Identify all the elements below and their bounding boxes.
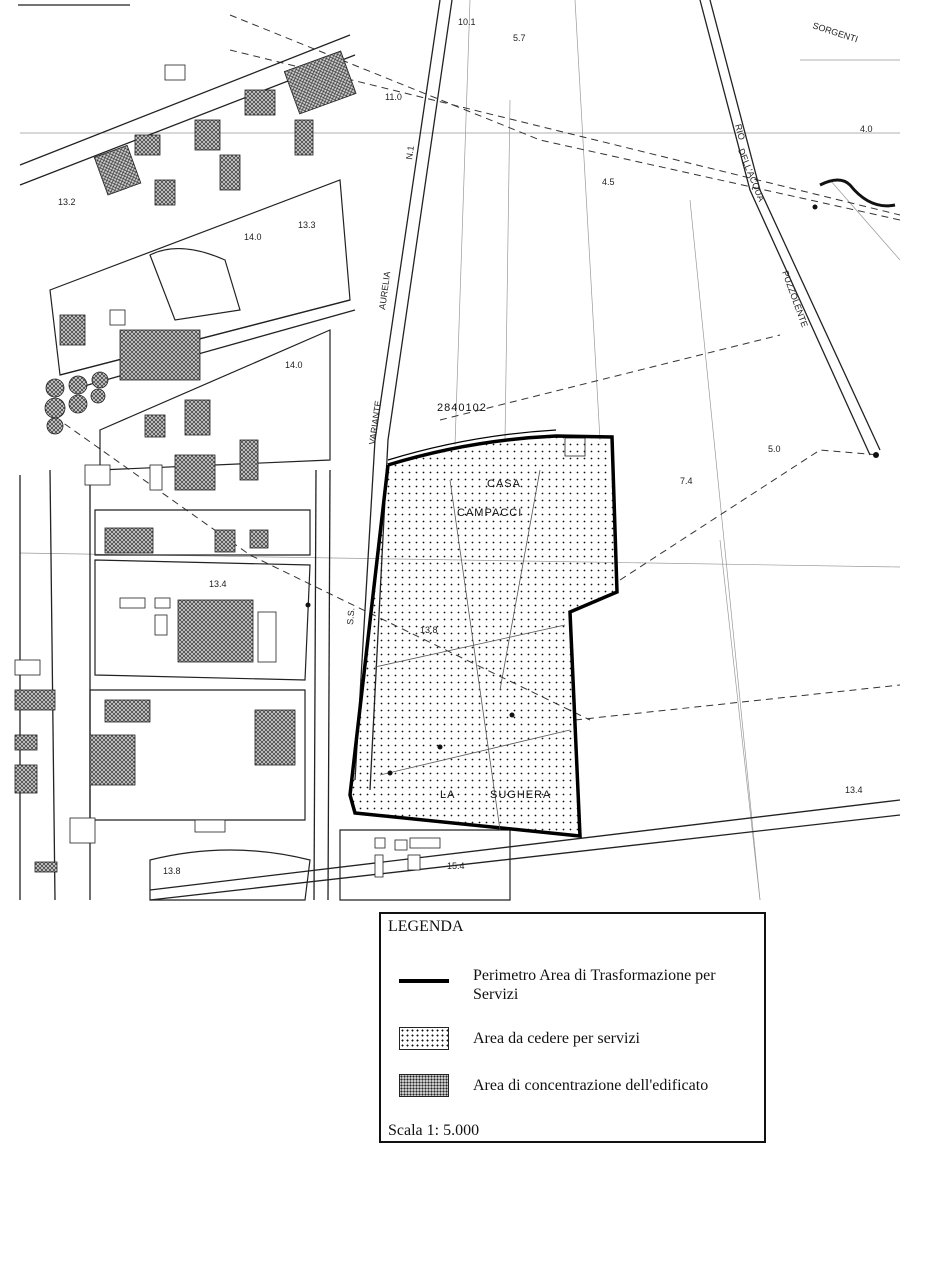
legend-item-label: Area da cedere per servizi — [473, 1030, 640, 1047]
elevation-label: 4.5 — [602, 177, 615, 187]
elevation-label: 13.4 — [209, 579, 227, 589]
elevation-label: 11.0 — [385, 92, 402, 102]
elevation-label: 13.8 — [420, 625, 438, 635]
legend-item-label: Area di concentrazione dell'edificato — [473, 1077, 709, 1094]
creek — [820, 180, 895, 206]
legend — [379, 912, 766, 1143]
label-n1: N.1 — [404, 145, 416, 161]
elevation-label: 13.2 — [58, 197, 76, 207]
label-aurelia: AURELIA — [377, 270, 393, 311]
label-ss: S.S. — [345, 607, 357, 626]
label-puzzolente: PUZZOLENTE — [780, 269, 810, 329]
elevation-label: 5.0 — [768, 444, 781, 454]
label-campacci: CAMPACCI — [457, 507, 523, 519]
thick-line-symbol — [399, 979, 449, 983]
elevation-label: 14.0 — [285, 360, 303, 370]
elevation-label: 5.7 — [513, 33, 526, 43]
label-dell-acqua: DELL'ACQUA — [736, 147, 767, 203]
scale-label: Scala 1: 5.000 — [388, 1122, 480, 1139]
elevation-label: 14.0 — [244, 232, 262, 242]
elevation-label: 13.4 — [845, 785, 863, 795]
label-sughera: SUGHERA — [490, 789, 552, 801]
legend-title: LEGENDA — [388, 918, 464, 935]
elevation-label: 4.0 — [860, 124, 873, 134]
label-parcel: 2840102 — [437, 402, 487, 414]
label-casa: CASA — [487, 478, 521, 490]
elevation-label: 13.3 — [298, 220, 316, 230]
elevation-label: 13.8 — [163, 866, 181, 876]
elevation-label: 10.1 — [458, 17, 476, 27]
legend-item-label: Perimetro Area di Trasformazione per Servizi — [473, 967, 716, 1003]
label-variante: VARIANTE — [367, 399, 384, 446]
storage-tanks — [45, 372, 108, 434]
crosshatch-fill-symbol — [399, 1074, 449, 1097]
label-la: LA — [440, 789, 456, 801]
dotted-fill-symbol — [399, 1027, 449, 1050]
elevation-label: 7.4 — [680, 476, 693, 486]
elevation-label: 15.4 — [447, 861, 465, 871]
label-sorgenti: SORGENTI — [811, 20, 860, 45]
label-rio: RIO — [733, 122, 747, 141]
